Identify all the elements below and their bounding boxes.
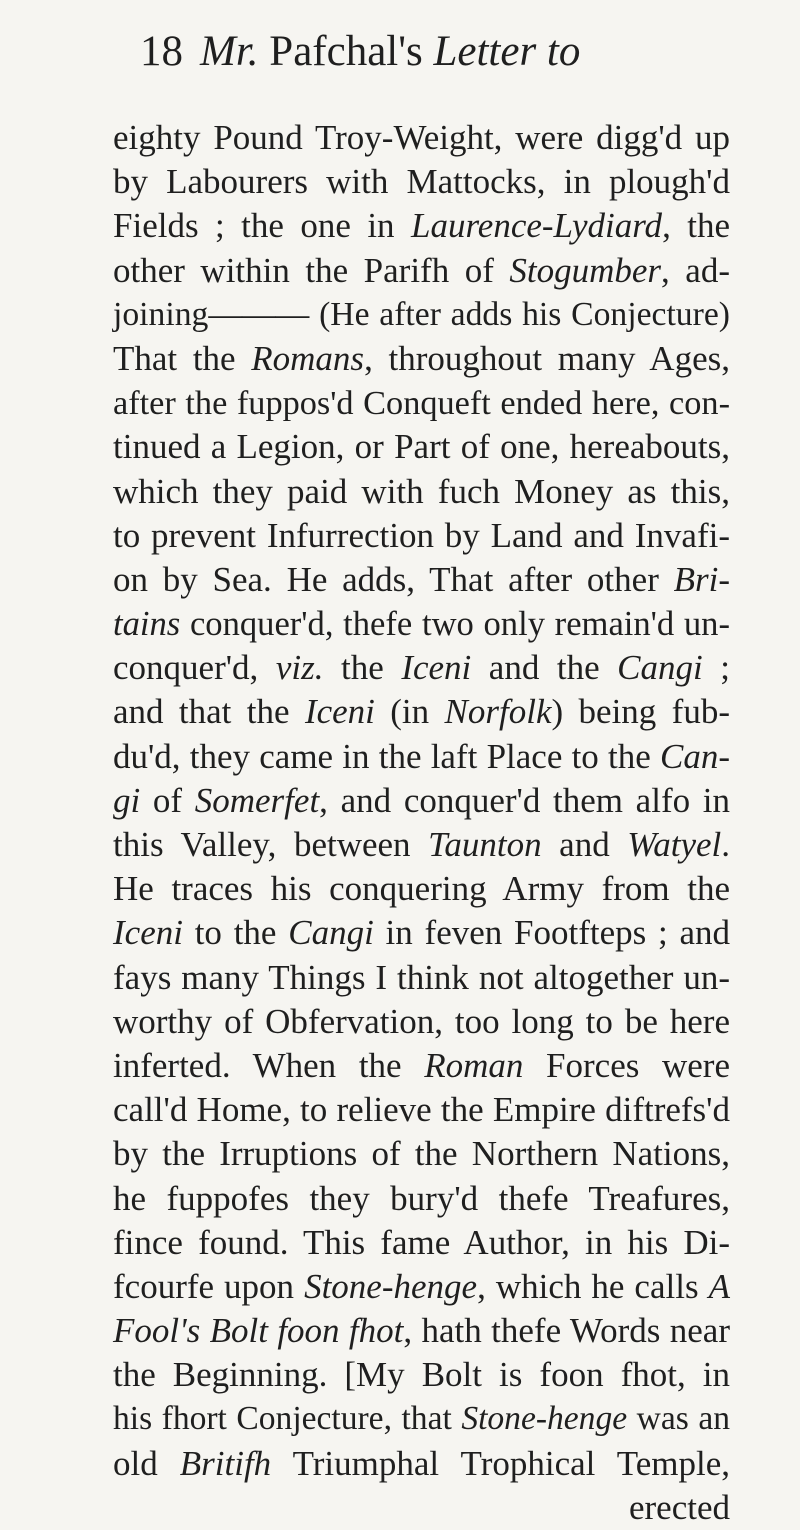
- text-run: of: [140, 780, 195, 820]
- text-line: [113, 425, 730, 469]
- text-line: [113, 1221, 730, 1265]
- text-run: call'd Home, to relieve the Empire diftrefs'd: [113, 1090, 730, 1130]
- text-run: this Valley, between: [113, 825, 429, 864]
- text-line: [113, 514, 730, 558]
- italic-text: A: [708, 1266, 730, 1306]
- italic-text: Stone-henge: [461, 1400, 628, 1438]
- text-line: [113, 160, 730, 204]
- text-run: other within the Parifh of: [113, 250, 510, 290]
- text-line: [113, 249, 730, 293]
- text-line: [113, 956, 730, 1000]
- text-run: ) being fub-: [551, 692, 730, 732]
- text-run: , hath thefe Words near: [403, 1311, 730, 1351]
- text-line: [113, 470, 730, 514]
- text-run: (in: [374, 692, 445, 732]
- text-line: [113, 735, 730, 779]
- text-line: [113, 779, 730, 823]
- text-run: joining——— (He after adds his Conjecture): [113, 295, 730, 333]
- text-line: [113, 116, 730, 160]
- text-run: after the fuppos'd Conqueft ended here, con-: [113, 384, 730, 423]
- text-run: , and conquer'd them alfo in: [319, 780, 731, 820]
- page-number: 18: [140, 28, 183, 75]
- text-run: and: [541, 825, 628, 864]
- text-run: .: [721, 825, 730, 864]
- text-run: to the: [182, 913, 289, 953]
- text-run: Forces were: [523, 1045, 731, 1085]
- text-run: his fhort Conjecture, that: [113, 1400, 462, 1438]
- body-text: [113, 116, 730, 1530]
- text-run: tinued a Legion, or Part of one, hereabouts,: [113, 427, 730, 467]
- text-run: and that the: [113, 692, 305, 732]
- text-line: [113, 337, 730, 381]
- text-run: by Labourers with Mattocks, in plough'd: [113, 162, 730, 202]
- text-line: [113, 1265, 730, 1309]
- text-line: [113, 1088, 730, 1132]
- title-suffix: Letter to: [433, 28, 581, 75]
- italic-text: Somerfet: [194, 780, 320, 820]
- italic-text: Britifh: [179, 1443, 272, 1483]
- text-run: worthy of Obfervation, too long to be here: [113, 1001, 730, 1041]
- italic-text: Roman: [424, 1045, 524, 1085]
- text-run: was an: [627, 1400, 730, 1438]
- text-run: which they paid with fuch Money as this,: [113, 471, 730, 511]
- italic-text: Bri-: [673, 559, 730, 599]
- title-prefix: Mr.: [200, 28, 259, 75]
- text-run: , throughout many Ages,: [364, 338, 730, 378]
- italic-text: gi: [113, 780, 141, 820]
- text-run: du'd, they came in the laft Place to the: [113, 736, 660, 776]
- running-header: [140, 22, 700, 82]
- text-run: conquer'd,: [113, 648, 276, 688]
- text-line: [113, 1353, 730, 1397]
- text-line: [113, 867, 730, 911]
- text-run: Fields ; the one in: [113, 206, 411, 246]
- text-run: the: [323, 648, 402, 688]
- text-run: the Beginning. [My Bolt is foon fhot, in: [113, 1355, 730, 1395]
- italic-text: Cangi: [617, 648, 703, 688]
- text-line: [113, 1177, 730, 1221]
- italic-text: viz.: [275, 648, 324, 688]
- text-run: , ad-: [661, 250, 730, 290]
- text-line: [113, 1486, 730, 1530]
- text-line: [113, 1397, 730, 1441]
- italic-text: Laurence-Lydiard: [411, 206, 663, 246]
- text-run: old: [113, 1443, 180, 1483]
- italic-text: Iceni: [304, 692, 375, 732]
- italic-text: Stogumber: [509, 250, 662, 290]
- italic-text: Cangi: [288, 913, 374, 953]
- text-run: by the Irruptions of the Northern Nations,: [113, 1134, 730, 1174]
- text-line: [113, 602, 730, 646]
- text-run: on by Sea. He adds, That after other: [113, 559, 674, 599]
- text-run: , the: [662, 206, 731, 246]
- text-run: he fuppofes they bury'd thefe Treafures,: [113, 1178, 730, 1218]
- text-line: [113, 1132, 730, 1176]
- text-run: fcourfe upon: [113, 1266, 305, 1306]
- italic-text: Iceni: [113, 913, 183, 953]
- text-run: , which he calls: [477, 1266, 709, 1306]
- italic-text: Taunton: [428, 825, 542, 864]
- text-line: [113, 1309, 730, 1353]
- italic-text: tains: [113, 605, 181, 644]
- text-run: fince found. This fame Author, in his Di-: [113, 1222, 730, 1262]
- text-run: fays many Things I think not altogether un-: [113, 957, 730, 997]
- italic-text: Romans: [251, 338, 365, 378]
- title-name: Pafchal's: [269, 28, 423, 75]
- text-run: inferted. When the: [113, 1045, 425, 1085]
- italic-text: Norfolk: [444, 692, 552, 732]
- text-line: [113, 690, 730, 734]
- italic-text: Stone-henge: [304, 1266, 478, 1306]
- text-run: and the: [471, 648, 618, 688]
- text-run: conquer'd, thefe two only remain'd un-: [180, 605, 730, 644]
- text-run: That the: [113, 338, 252, 378]
- text-line: [113, 293, 730, 337]
- text-line: [113, 911, 730, 955]
- text-run: He traces his conquering Army from the: [113, 869, 730, 909]
- text-line: [113, 1000, 730, 1044]
- text-run: ;: [702, 648, 731, 688]
- text-run: eighty Pound Troy-Weight, were digg'd up: [113, 118, 730, 157]
- text-line: [113, 1442, 730, 1486]
- text-line: [113, 646, 730, 690]
- text-run: in feven Footfteps ; and: [373, 913, 731, 953]
- italic-text: Iceni: [401, 648, 472, 688]
- text-line: [113, 823, 730, 867]
- text-line: [113, 381, 730, 425]
- text-line: [113, 204, 730, 248]
- text-run: Triumphal Trophical Temple,: [271, 1443, 730, 1483]
- italic-text: Can-: [660, 736, 730, 776]
- italic-text: Watyel: [627, 825, 722, 864]
- text-run: erected: [628, 1487, 730, 1527]
- italic-text: Fool's Bolt foon fhot: [113, 1311, 404, 1351]
- text-run: to prevent Infurrection by Land and Invafi-: [113, 515, 730, 555]
- running-title: [200, 22, 580, 82]
- text-line: [113, 1044, 730, 1088]
- text-line: [113, 558, 730, 602]
